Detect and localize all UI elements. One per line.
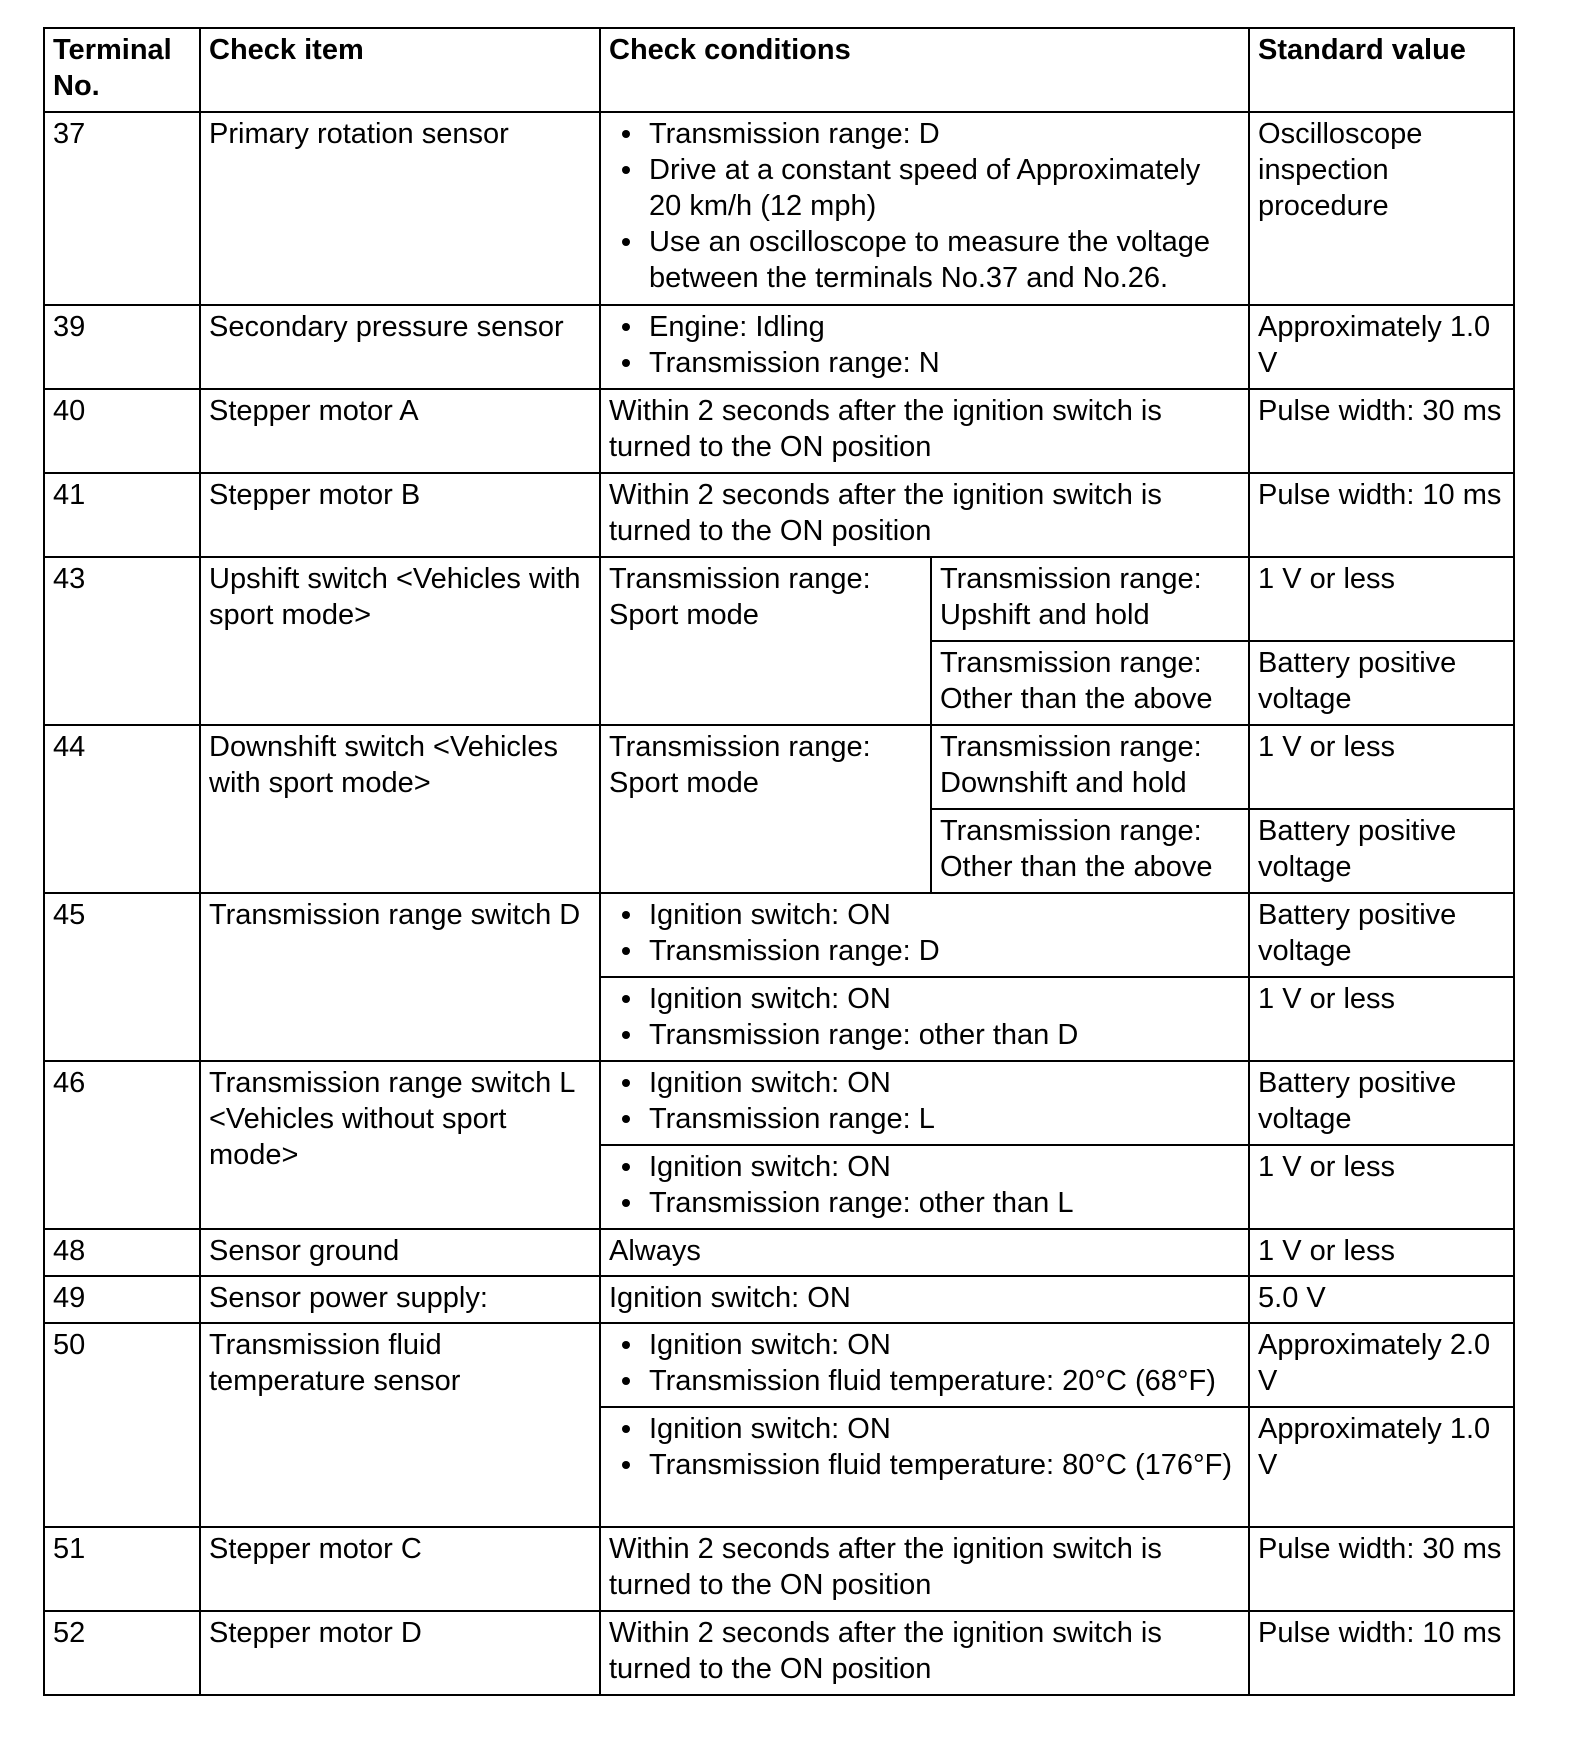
terminal-no: 40 <box>44 389 200 473</box>
condition-item: Ignition switch: ON <box>649 1149 1240 1185</box>
table-row <box>44 557 1514 641</box>
terminal-no: 44 <box>44 725 200 893</box>
check-conditions: Within 2 seconds after the ignition switch is turned to the ON position <box>600 389 1249 473</box>
check-conditions <box>600 893 1249 977</box>
check-conditions: Transmission range: Sport mode <box>600 557 931 725</box>
check-item: Stepper motor B <box>200 473 600 557</box>
standard-value: 1 V or less <box>1249 725 1514 809</box>
table-row <box>44 1323 1514 1407</box>
check-conditions <box>600 1323 1249 1407</box>
standard-value: Oscilloscope inspection procedure <box>1249 112 1514 305</box>
check-item: Stepper motor D <box>200 1611 600 1695</box>
table-row <box>44 1527 1514 1611</box>
header-terminal-no: Terminal No. <box>44 28 200 112</box>
condition-item: Ignition switch: ON <box>649 1327 1240 1363</box>
check-item: Transmission range switch D <box>200 893 600 1061</box>
check-item: Secondary pressure sensor <box>200 305 600 389</box>
sub-condition: Transmission range: Other than the above <box>931 641 1249 725</box>
standard-value: 5.0 V <box>1249 1276 1514 1323</box>
standard-value: Approximately 1.0 V <box>1249 305 1514 389</box>
terminal-no: 43 <box>44 557 200 725</box>
terminal-no: 45 <box>44 893 200 1061</box>
standard-value: Battery positive voltage <box>1249 641 1514 725</box>
condition-item: Ignition switch: ON <box>649 897 1240 933</box>
standard-value: 1 V or less <box>1249 1145 1514 1229</box>
condition-item: Transmission range: N <box>649 345 1240 381</box>
check-item: Sensor ground <box>200 1229 600 1276</box>
table-row <box>44 389 1514 473</box>
condition-item: Ignition switch: ON <box>649 1411 1240 1447</box>
check-item: Downshift switch <Vehicles with sport mode> <box>200 725 600 893</box>
condition-list <box>609 1149 1240 1221</box>
terminal-no: 52 <box>44 1611 200 1695</box>
standard-value: 1 V or less <box>1249 557 1514 641</box>
header-standard-value: Standard value <box>1249 28 1514 112</box>
condition-list <box>609 116 1240 296</box>
check-item: Primary rotation sensor <box>200 112 600 305</box>
condition-item: Transmission range: D <box>649 933 1240 969</box>
check-item: Upshift switch <Vehicles with sport mode> <box>200 557 600 725</box>
condition-item: Ignition switch: ON <box>649 1065 1240 1101</box>
standard-value: Approximately 2.0 V <box>1249 1323 1514 1407</box>
standard-value: Battery positive voltage <box>1249 809 1514 893</box>
terminal-no: 51 <box>44 1527 200 1611</box>
standard-value: Battery positive voltage <box>1249 1061 1514 1145</box>
check-conditions <box>600 1407 1249 1527</box>
condition-item: Transmission range: D <box>649 116 1240 152</box>
standard-value: Pulse width: 10 ms <box>1249 473 1514 557</box>
terminal-no: 48 <box>44 1229 200 1276</box>
condition-item: Use an oscilloscope to measure the voltage between the terminals No.37 and No.26. <box>649 224 1240 296</box>
check-item: Stepper motor C <box>200 1527 600 1611</box>
condition-list <box>609 1411 1240 1483</box>
terminal-no: 37 <box>44 112 200 305</box>
check-conditions <box>600 112 1249 305</box>
condition-item: Transmission range: other than L <box>649 1185 1240 1221</box>
terminal-no: 46 <box>44 1061 200 1229</box>
sub-condition: Transmission range: Upshift and hold <box>931 557 1249 641</box>
condition-list <box>609 897 1240 969</box>
check-conditions: Ignition switch: ON <box>600 1276 1249 1323</box>
terminal-no: 41 <box>44 473 200 557</box>
check-conditions <box>600 1145 1249 1229</box>
standard-value: Battery positive voltage <box>1249 893 1514 977</box>
condition-item: Ignition switch: ON <box>649 981 1240 1017</box>
condition-list <box>609 1327 1240 1399</box>
condition-item: Engine: Idling <box>649 309 1240 345</box>
check-item: Transmission fluid temperature sensor <box>200 1323 600 1527</box>
table-row <box>44 1611 1514 1695</box>
table-row <box>44 305 1514 389</box>
header-check-conditions: Check conditions <box>600 28 1249 112</box>
table-row <box>44 893 1514 977</box>
check-conditions: Within 2 seconds after the ignition switch is turned to the ON position <box>600 473 1249 557</box>
table-row <box>44 112 1514 305</box>
terminal-no: 49 <box>44 1276 200 1323</box>
standard-value: Pulse width: 30 ms <box>1249 1527 1514 1611</box>
check-conditions: Within 2 seconds after the ignition switch is turned to the ON position <box>600 1527 1249 1611</box>
standard-value: Pulse width: 10 ms <box>1249 1611 1514 1695</box>
check-conditions <box>600 305 1249 389</box>
terminal-no: 50 <box>44 1323 200 1527</box>
check-conditions: Always <box>600 1229 1249 1276</box>
condition-item: Transmission fluid temperature: 20°C (68°F) <box>649 1363 1240 1399</box>
standard-value: 1 V or less <box>1249 1229 1514 1276</box>
standard-value: 1 V or less <box>1249 977 1514 1061</box>
table-row <box>44 473 1514 557</box>
check-conditions <box>600 1061 1249 1145</box>
check-item: Transmission range switch L <Vehicles without sport mode> <box>200 1061 600 1229</box>
condition-item: Transmission range: other than D <box>649 1017 1240 1053</box>
check-conditions: Within 2 seconds after the ignition switch is turned to the ON position <box>600 1611 1249 1695</box>
header-check-item: Check item <box>200 28 600 112</box>
check-conditions <box>600 977 1249 1061</box>
condition-item: Transmission range: L <box>649 1101 1240 1137</box>
table-header-row <box>44 28 1514 112</box>
condition-item: Drive at a constant speed of Approximately 20 km/h (12 mph) <box>649 152 1240 224</box>
sub-condition: Transmission range: Other than the above <box>931 809 1249 893</box>
condition-list <box>609 309 1240 381</box>
table-row <box>44 1061 1514 1145</box>
check-conditions: Transmission range: Sport mode <box>600 725 931 893</box>
condition-list <box>609 981 1240 1053</box>
table-row <box>44 1229 1514 1276</box>
standard-value: Approximately 1.0 V <box>1249 1407 1514 1527</box>
table-row <box>44 725 1514 809</box>
condition-list <box>609 1065 1240 1137</box>
terminal-no: 39 <box>44 305 200 389</box>
condition-item: Transmission fluid temperature: 80°C (176°F) <box>649 1447 1240 1483</box>
sub-condition: Transmission range: Downshift and hold <box>931 725 1249 809</box>
table-row <box>44 1276 1514 1323</box>
check-item: Sensor power supply: <box>200 1276 600 1323</box>
terminal-check-table <box>43 27 1515 1696</box>
check-item: Stepper motor A <box>200 389 600 473</box>
standard-value: Pulse width: 30 ms <box>1249 389 1514 473</box>
